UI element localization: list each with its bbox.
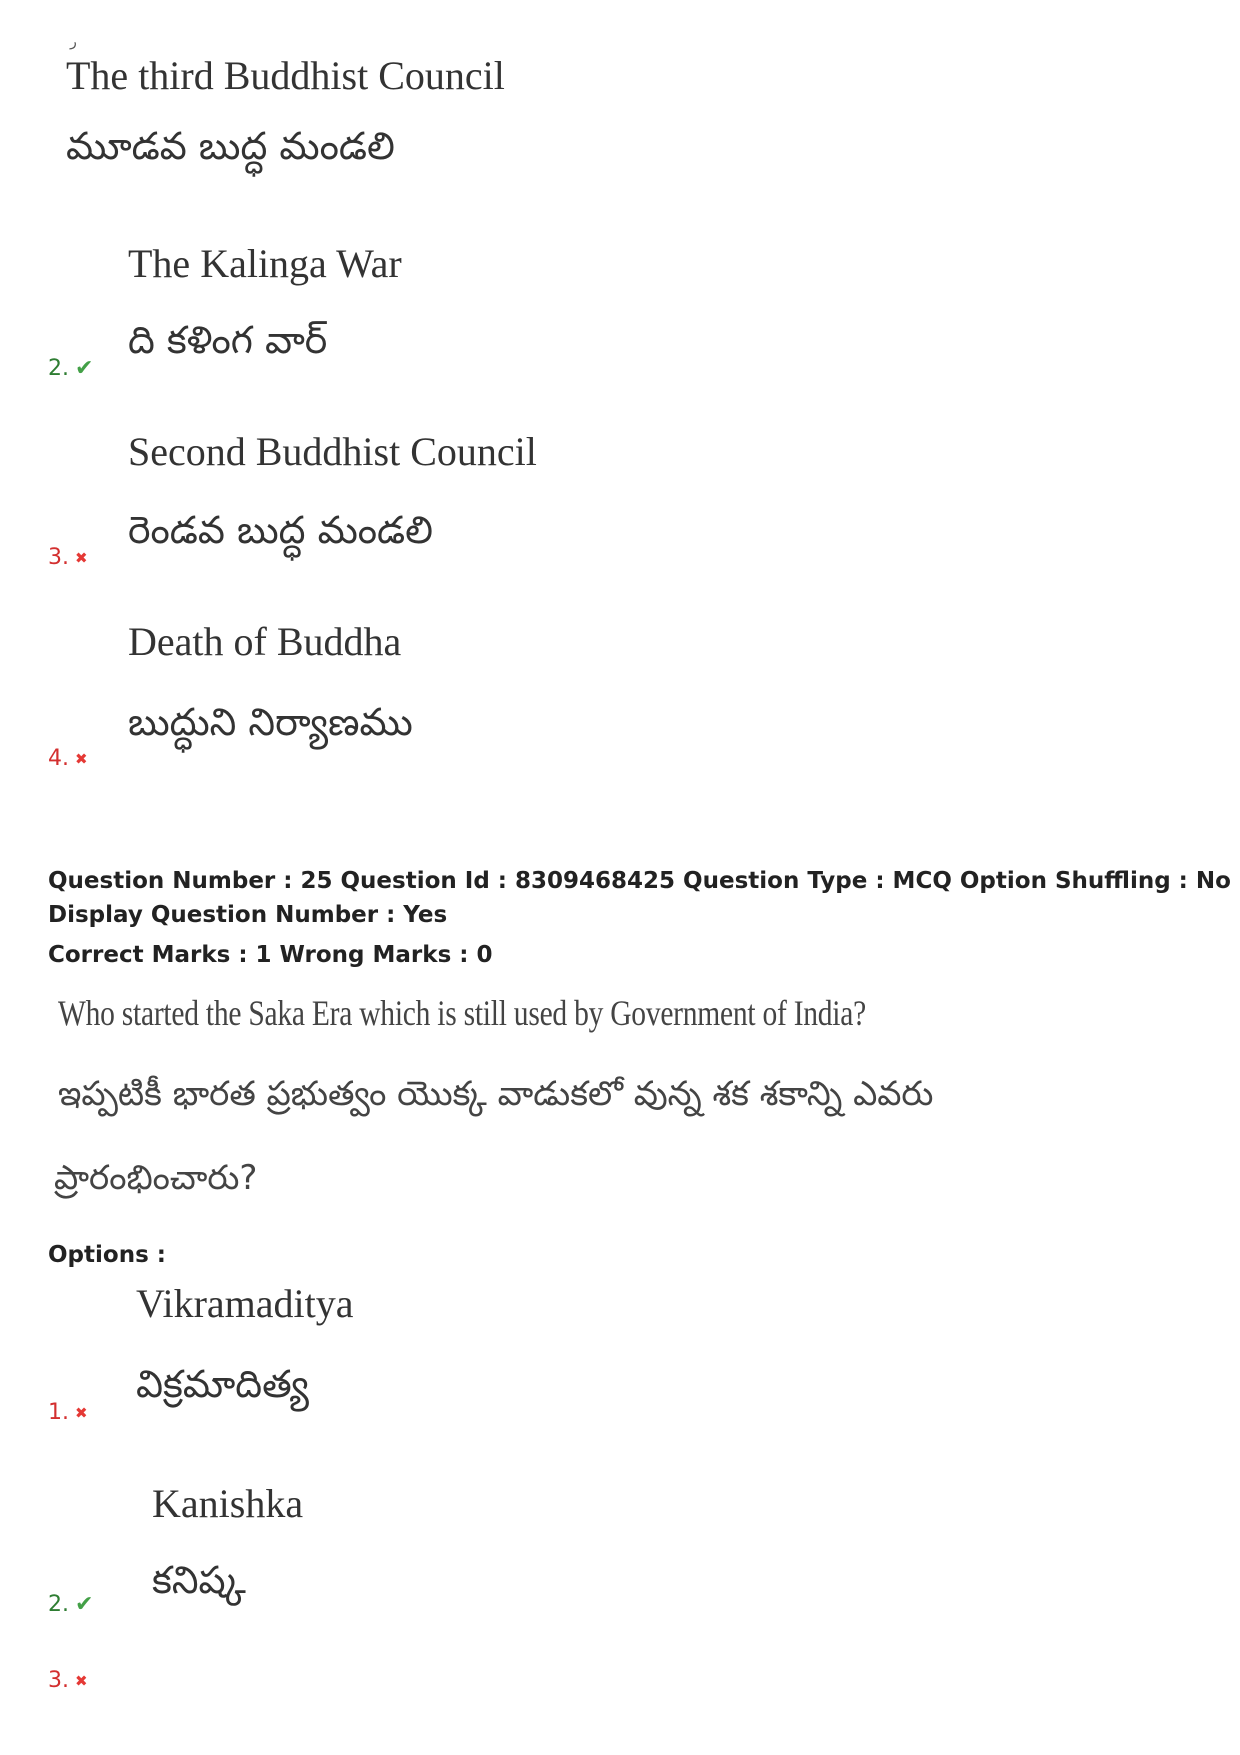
prev-option4-telugu: బుద్ధుని నిర్యాణము — [128, 700, 413, 744]
cross-icon: ✖ — [75, 1671, 88, 1690]
cropped-glyph-fragment: ر — [70, 34, 77, 50]
prev-option4-english: Death of Buddha — [128, 619, 402, 664]
prev-option1-english: The third Buddhist Council — [66, 53, 505, 98]
prev-option3-telugu: రెండవ బుద్ధ మండలి — [128, 508, 434, 552]
question-text-english: Who started the Saka Era which is still used by Government of India? — [58, 993, 866, 1033]
prev-option2-number-label: 2. — [48, 356, 69, 381]
option3-number — [48, 1668, 88, 1693]
cross-icon: ✖ — [75, 749, 88, 768]
prev-option2-telugu: ది కళింగ వార్ — [128, 318, 328, 362]
prev-option3-number — [48, 545, 88, 570]
option1-english: Vikramaditya — [136, 1281, 354, 1326]
option1-number — [48, 1400, 88, 1425]
options-label: Options : — [48, 1242, 166, 1268]
prev-option3-number-label: 3. — [48, 545, 69, 570]
cross-icon: ✖ — [75, 1403, 88, 1422]
cross-icon: ✖ — [75, 548, 88, 567]
option1-telugu: విక్రమాదిత్య — [136, 1362, 309, 1406]
question-meta-line2: Display Question Number : Yes — [48, 902, 448, 928]
prev-option1-telugu: మూడవ బుద్ధ మండలి — [66, 124, 395, 168]
question-text-telugu-line1: ఇప్పటికీ భారత ప్రభుత్వం యొక్క వాడుకలో వున్న శక శకాన్ని ఎవరు — [58, 1074, 934, 1114]
option2-number-label: 2. — [48, 1592, 69, 1617]
prev-option4-number — [48, 746, 88, 771]
option2-number — [48, 1592, 93, 1617]
prev-option2-english: The Kalinga War — [128, 241, 402, 286]
option2-english: Kanishka — [152, 1481, 304, 1526]
prev-option3-english: Second Buddhist Council — [128, 429, 537, 474]
prev-option4-number-label: 4. — [48, 746, 69, 771]
option2-telugu: కనిష్క — [152, 1558, 246, 1602]
question-marks: Correct Marks : 1 Wrong Marks : 0 — [48, 942, 493, 968]
question-meta-line1: Question Number : 25 Question Id : 8309468425 Question Type : MCQ Option Shuffling : No — [48, 868, 1231, 894]
option1-number-label: 1. — [48, 1400, 69, 1425]
prev-option2-number — [48, 356, 93, 381]
check-icon: ✔ — [75, 356, 94, 381]
option3-number-label: 3. — [48, 1668, 69, 1693]
question-text-telugu-line2: ప్రారంభించారు? — [54, 1158, 258, 1198]
check-icon: ✔ — [75, 1592, 94, 1617]
